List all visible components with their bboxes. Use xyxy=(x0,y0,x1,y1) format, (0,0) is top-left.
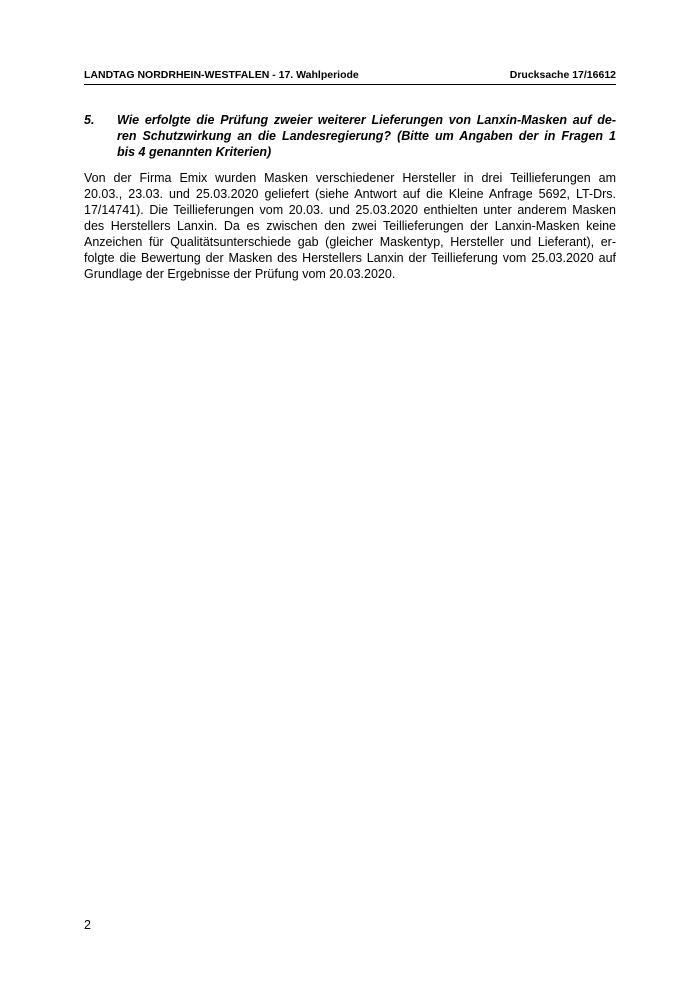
page-header xyxy=(84,64,616,85)
header-document-number: Drucksache 17/16612 xyxy=(509,69,616,81)
answer-line: Anzeichen für Qualitätsunterschiede gab (gleicher Maskentyp, Hersteller und Lieferant), er- xyxy=(84,235,616,249)
question-block xyxy=(84,112,616,160)
answer-line: 17/14741). Die Teillieferungen vom 20.03. und 25.03.2020 enthielten unter anderem Masken xyxy=(84,203,616,217)
answer-paragraph xyxy=(84,170,616,282)
page-number: 2 xyxy=(84,918,91,932)
question-line: bis 4 genannten Kriterien) xyxy=(117,145,272,159)
question-line: ren Schutzwirkung an die Landesregierung? (Bitte um Angaben der in Fragen 1 xyxy=(117,129,616,143)
question-line: Wie erfolgte die Prüfung zweier weiterer Lieferungen von Lanxin-Masken auf de- xyxy=(117,113,616,127)
question-number: 5. xyxy=(84,113,95,127)
answer-line: Grundlage der Ergebnisse der Prüfung vom 20.03.2020. xyxy=(84,267,396,281)
header-parliament-title: LANDTAG NORDRHEIN-WESTFALEN - 17. Wahlperiode xyxy=(84,69,359,81)
answer-line: 20.03., 23.03. und 25.03.2020 geliefert (siehe Antwort auf die Kleine Anfrage 5692, LT-Drs. xyxy=(84,187,616,201)
answer-line: Von der Firma Emix wurden Masken verschiedener Hersteller in drei Teillieferungen am xyxy=(84,171,616,185)
answer-line: des Herstellers Lanxin. Da es zwischen den zwei Teillieferungen der Lanxin-Masken keine xyxy=(84,219,616,233)
question-text xyxy=(117,112,616,160)
answer-line: folgte die Bewertung der Masken des Herstellers Lanxin der Teillieferung vom 25.03.2020 auf xyxy=(84,251,616,265)
